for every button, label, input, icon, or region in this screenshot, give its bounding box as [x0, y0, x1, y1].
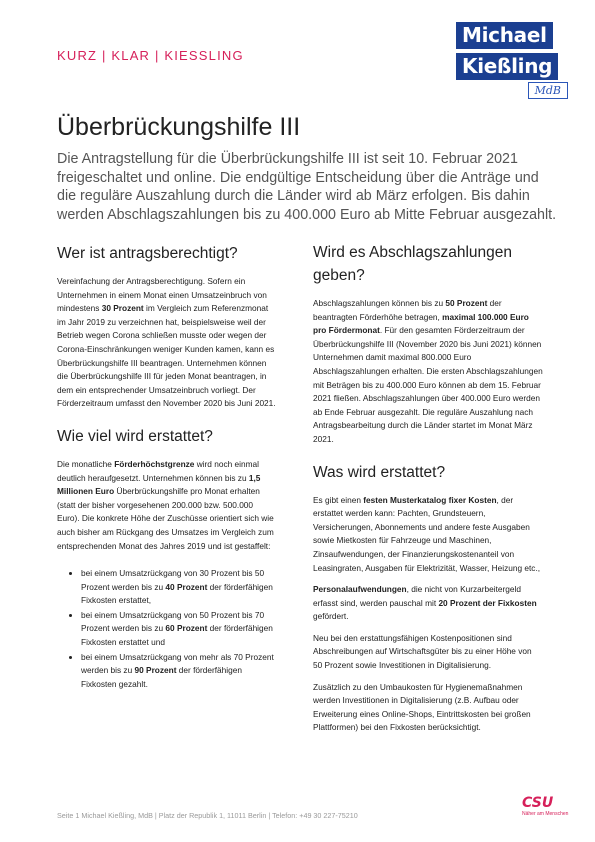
digitalisation-text: Zusätzlich zu den Umbaukosten für Hygienemaßnahmen werden Investitionen in Digitalisierung (z.B. Aufbau oder Erweiterung eines Online-Shops, Eintrittskosten bei großen Plattformen) bei den Fixkosten berücksichtigt. — [313, 681, 531, 733]
logo-line-mdb: MdB — [528, 82, 568, 99]
logo-line-last-name: Kießling — [456, 53, 558, 80]
right-column — [313, 241, 543, 743]
csu-slogan: Näher am Menschen — [522, 811, 569, 817]
list-item: • bei einem Umsatzrückgang von 50 Prozent bis 70 Prozent werden bis zu 60 Prozent der förderfähigen Fixkosten erstattet und — [81, 609, 277, 650]
heading-advance-payments: Wird es Abschlagszahlungen geben? — [313, 244, 513, 284]
heading-reimbursement-amount: Wie viel wird erstattet? — [57, 427, 213, 445]
eligibility-text: Vereinfachung der Antragsberechtigung. Sofern ein Unternehmen in einem Monat einen Umsatzeinbruch von mindestens 30 Prozent im Vergleich zum Referenzmonat im Jahr 2019 zu verzeichnen hat, beispielsweise weil der Betrieb wegen Corona schließen musste oder wegen der Corona-Einschränkungen weniger Kunden kamen, kann es Überbrückungshilfe III beantragen. Unternehmen können die Überbrückungshilfe III für jeden Monat beantragen, in dem ein entsprechender Umsatzeinbruch vorliegt. Der Förderzeitraum umfasst den November 2020 bis Juni 2021. — [57, 276, 276, 409]
logo-line-first-name: Michael — [456, 22, 553, 49]
left-column — [57, 242, 277, 692]
list-item: • bei einem Umsatzrückgang von 30 Prozent bis 50 Prozent werden bis zu 40 Prozent der förderfähigen Fixkosten erstattet, — [81, 567, 277, 608]
advance-payments-text: Abschlagszahlungen können bis zu 50 Prozent der beantragten Förderhöhe betragen, maximal 100.000 Euro pro Fördermonat. Für den gesamten Förderzeitraum der Überbrückungshilfe III (November 2020 bis Juni 2021) können Unternehmen damit maximal 800.000 Euro Abschlagszahlungen erhalten. Die ersten Abschlagszahlungen mit Beträgen bis zu 400.000 Euro können ab dem 15. Februar 2021 fließen. Abschlagszahlungen über 400.000 Euro werden ab Ende Februar ausgezahlt. Die reguläre Auszahlung nach Antragsbearbeitung durch die Länder startet im Monat März 2021. — [313, 298, 543, 444]
mdb-logo — [456, 22, 576, 106]
fixed-costs-text: Es gibt einen festen Musterkatalog fixer Kosten, der erstattet werden kann: Pachten, Grundsteuern, Versicherungen, Abonnements und andere feste Ausgaben sowie Mietkosten für Fahrzeuge und Maschinen, Zinsaufwendungen, der Finanzierungskostenanteil von Leasingraten, Ausgaben für Elektrizität, Wasser, Heizung etc., — [313, 494, 541, 573]
tagline: KURZ | KLAR | KIESSLING — [57, 48, 244, 63]
page-title: Überbrückungshilfe III — [57, 113, 301, 141]
reimbursement-text: Die monatliche Förderhöchstgrenze wird noch einmal deutlich heraufgesetzt. Unternehmen können bis zu 1,5 Millionen Euro Überbrückungshilfe pro Monat erhalten (statt der bisher vorgesehenen 200.000 bzw. 500.000 Euro). Die konkrete Höhe der Zuschüsse orientiert sich wie auch bisher am Rückgang des Umsatzes im Vergleich zum entsprechenden Monat des Jahres 2019 und ist gestaffelt: — [57, 458, 274, 551]
csu-wordmark: CSU — [522, 795, 554, 811]
heading-what-is-reimbursed: Was wird erstattet? — [313, 463, 446, 481]
tier-list — [57, 567, 277, 691]
page-footer: Seite 1 Michael Kießling, MdB | Platz der Republik 1, 11011 Berlin | Telefon: +49 30 227-75210 — [57, 811, 358, 820]
heading-eligibility: Wer ist antragsberechtigt? — [57, 245, 238, 262]
list-item: • bei einem Umsatzrückgang von mehr als 70 Prozent werden bis zu 90 Prozent der förderfähigen Fixkosten gezahlt. — [81, 651, 277, 692]
lead-paragraph: Die Antragstellung für die Überbrückungshilfe III ist seit 10. Februar 2021 freigeschaltet und online. Die endgültige Entscheidung über die Anträge und die reguläre Auszahlung durch die Länder wird ab März erfolgen. Bis dahin werden Abschlagszahlungen bis zu 400.000 Euro ab Mitte Februar ausgezahlt. — [57, 151, 557, 223]
csu-logo — [522, 796, 572, 824]
personnel-costs-text: Personalaufwendungen, die nicht von Kurzarbeitergeld erfasst sind, werden pauschal mit 20 Prozent der Fixkosten gefördert. — [313, 584, 537, 622]
depreciation-text: Neu bei den erstattungsfähigen Kostenpositionen sind Abschreibungen auf Wirtschaftsgüter bis zu einer Höhe von 50 Prozent sowie Investitionen in Digitalisierung. — [313, 632, 532, 671]
